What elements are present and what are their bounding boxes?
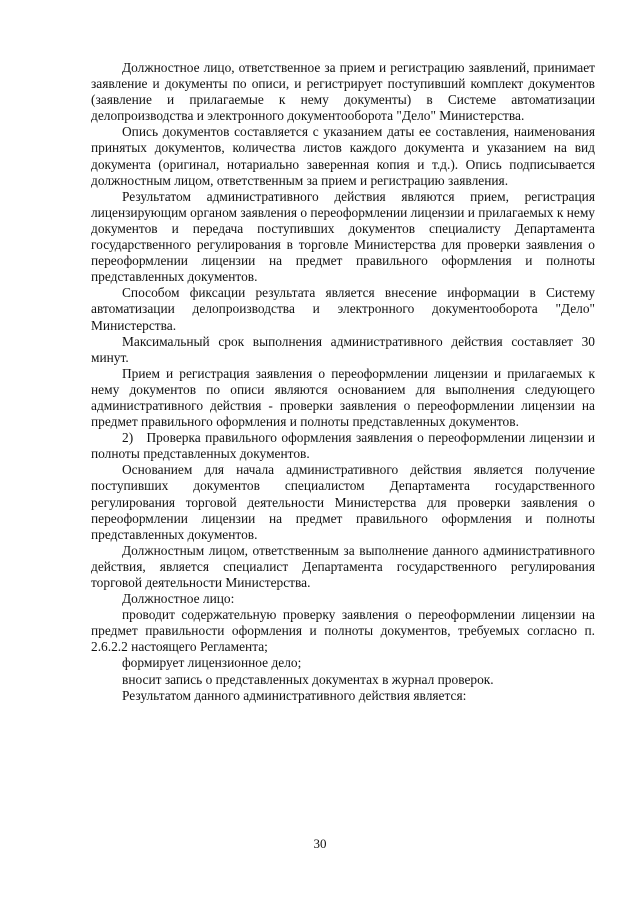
paragraph-responsible: Должностным лицом, ответственным за выполнение данного административного действия, является специалист Департамента государственного регулирования торговой деятельности Министерства. — [91, 542, 595, 590]
paragraph-basis-start: Основанием для начала административного действия является получение поступивших документов специалистом Департамента государственного регулирования торговой деятельности Министерства для проверки заявления о переоформлении лицензии на предмет правильного оформления и полноты представленных документов. — [91, 462, 595, 542]
paragraph-official: Должностное лицо: — [122, 591, 235, 607]
paragraph-max-time: Максимальный срок выполнения административного действия составляет 30 минут. — [91, 333, 595, 365]
document-body — [91, 60, 599, 704]
paragraph-fixation: Способом фиксации результата является внесение информации в Систему автоматизации делопроизводства и электронного документооборота "Дело" Министерства. — [91, 285, 595, 333]
paragraph-registration: Должностное лицо, ответственное за прием и регистрацию заявлений, принимает заявление и документы по описи, и регистрирует поступивший комплект документов (заявление и прилагаемые к нему документы) в Системе автоматизации делопроизводства и электронного документооборота "Дело" Министерства. — [91, 60, 595, 124]
paragraph-result-of-action: Результатом данного административного действия является: — [122, 687, 467, 703]
paragraph-basis-next: Прием и регистрация заявления о переоформлении лицензии и прилагаемых к нему документов по описи являются основанием для выполнения следующего административного действия - проверки заявления о переоформлении лицензии на предмет правильного оформления и полноты представленных документов. — [91, 365, 595, 430]
paragraph-inventory: Опись документов составляется с указанием даты ее составления, наименования принятых документов, количества листов каждого документа и указанием на вид документа (оригинал, нотариально заверенная копия и т.д.). Опись подписывается должностным лицом, ответственным за прием и регистрацию заявления. — [91, 124, 595, 188]
paragraph-journal: вносит запись о представленных документах в журнал проверок. — [122, 671, 494, 687]
paragraph-step-2-heading: 2) Проверка правильного оформления заявления о переоформлении лицензии и полноты представленных документов. — [91, 430, 599, 462]
paragraph-check: проводит содержательную проверку заявления о переоформлении лицензии на предмет правильности оформления и полноты документов, требуемых согласно п. 2.6.2.2 настоящего Регламента; — [91, 607, 595, 655]
paragraph-result: Результатом административного действия являются прием, регистрация лицензирующим органом заявления о переоформлении лицензии и прилагаемых к нему документов и передача поступивших документов специалисту Департамента государственного регулирования в торговле Министерства для проверки заявления о переоформлении лицензии на предмет правильного оформления и полноты представленных документов. — [91, 188, 595, 285]
paragraph-forms-file: формирует лицензионное дело; — [122, 655, 302, 671]
page-number: 30 — [313, 836, 327, 851]
